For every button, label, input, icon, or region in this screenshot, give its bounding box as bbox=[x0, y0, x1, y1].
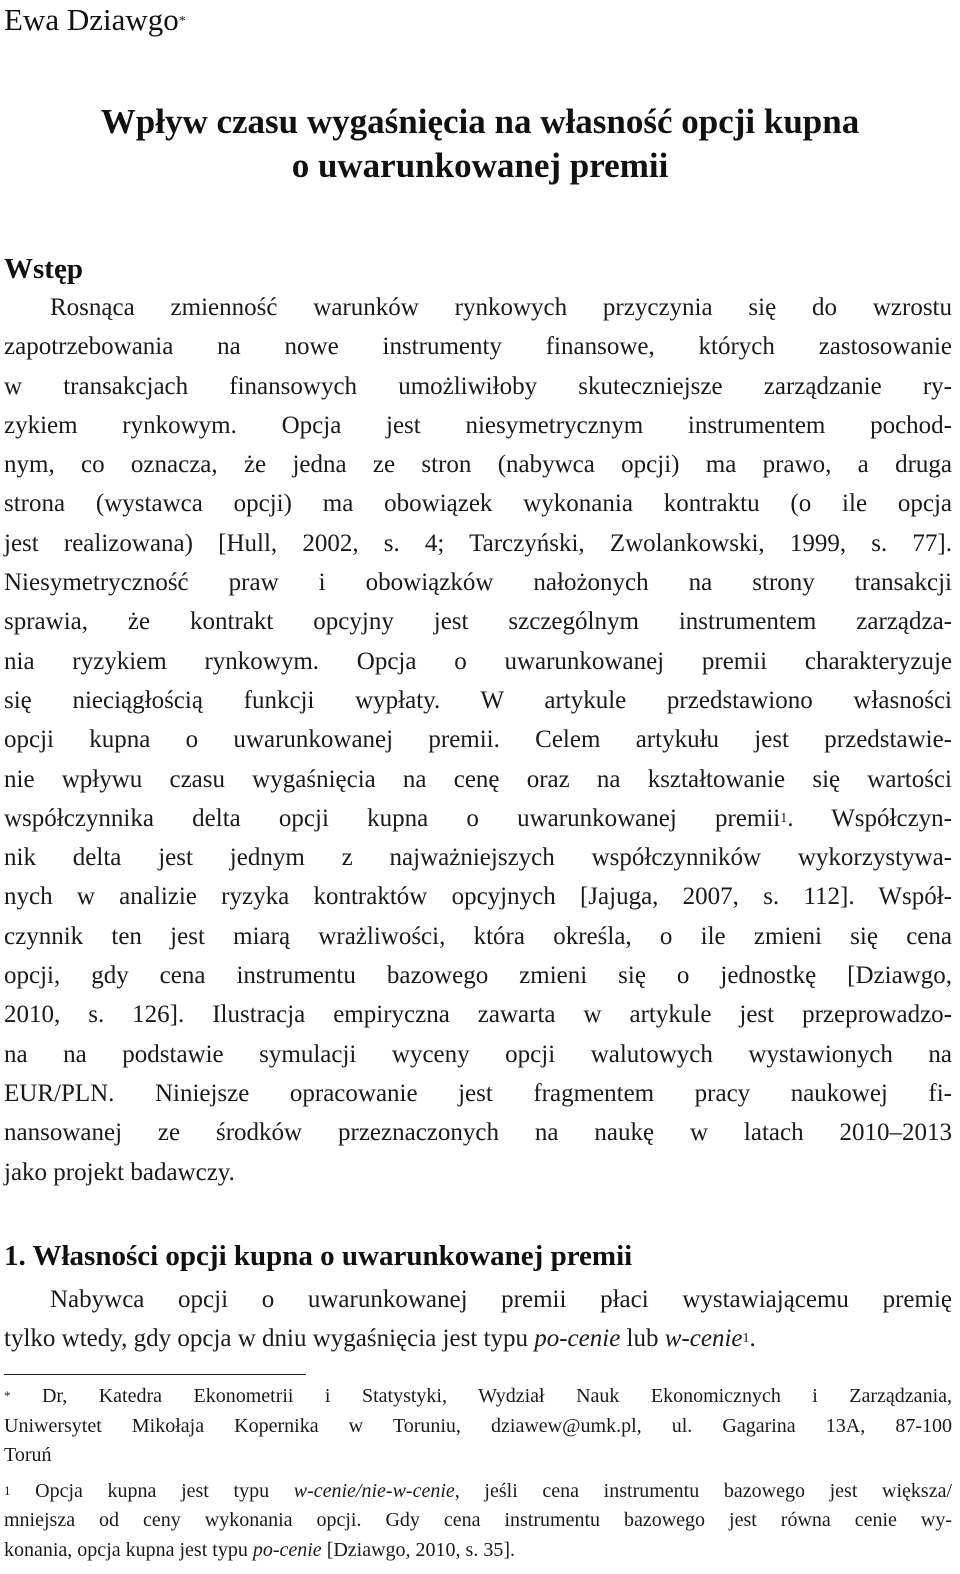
intro-line: się nieciągłością funkcji wypłaty. W artykule przedstawiono własności bbox=[4, 686, 952, 714]
section-1-line-text: . bbox=[749, 1325, 756, 1353]
section-1-line-text: lub bbox=[620, 1325, 665, 1353]
footnote-1-text: Opcja kupna jest typu bbox=[10, 1479, 294, 1502]
intro-line: nie wpływu czasu wygaśnięcia na cenę oraz na kształtowanie się wartości bbox=[4, 765, 952, 793]
intro-line-text: . Współczyn- bbox=[787, 804, 952, 832]
paper-title-line-1: Wpływ czasu wygaśnięcia na własność opcji kupna bbox=[100, 102, 860, 141]
intro-heading: Wstęp bbox=[4, 253, 83, 285]
intro-line: jest realizowana) [Hull, 2002, s. 4; Tarczyński, Zwolankowski, 1999, s. 77]. bbox=[4, 529, 952, 557]
intro-line: na na podstawie symulacji wyceny opcji walutowych wystawionych na bbox=[4, 1040, 952, 1068]
footnote-1-line bbox=[4, 1536, 952, 1566]
author-name bbox=[4, 0, 186, 40]
author-footnote-mark: * bbox=[178, 14, 186, 29]
paper-title-line-2: o uwarunkowanej premii bbox=[291, 146, 669, 185]
section-1-line-with-footnote bbox=[4, 1319, 952, 1358]
paper-title bbox=[0, 100, 960, 188]
footnote-1-term: po-cenie bbox=[252, 1538, 322, 1561]
footnote-1-term: w-cenie/nie-w-cenie bbox=[293, 1479, 455, 1502]
footnote-1-text: [Dziawgo, 2010, s. 35]. bbox=[321, 1538, 515, 1561]
intro-line: opcji, gdy cena instrumentu bazowego zmieni się o jednostkę [Dziawgo, bbox=[4, 962, 952, 990]
intro-line: czynnik ten jest miarą wrażliwości, która określa, o ile zmieni się cena bbox=[4, 922, 952, 950]
section-1-paragraph bbox=[4, 1280, 952, 1359]
term-w-cenie: w-cenie bbox=[664, 1325, 743, 1353]
section-1-line: Nabywca opcji o uwarunkowanej premii płaci wystawiającemu premię bbox=[50, 1286, 952, 1313]
section-1-line-text: tylko wtedy, gdy opcja w dniu wygaśnięcia jest typu bbox=[4, 1325, 535, 1353]
footnote-1-line: mniejsza od ceny wykonania opcji. Gdy cena instrumentu bazowego jest równa cenie wy- bbox=[4, 1509, 952, 1531]
intro-line-with-footnote bbox=[4, 799, 952, 838]
intro-paragraph bbox=[4, 288, 952, 1192]
footnote-star-mark: * bbox=[4, 1388, 11, 1403]
intro-line: Rosnąca zmienność warunków rynkowych przyczynia się do wzrostu bbox=[50, 294, 952, 321]
intro-line: nia ryzykiem rynkowym. Opcja o uwarunkowanej premii charakteryzuje bbox=[4, 647, 952, 675]
intro-line: nik delta jest jednym z najważniejszych współczynników wykorzystywa- bbox=[4, 844, 952, 872]
intro-line-text: współczynnika delta opcji kupna o uwarunkowanej premii bbox=[4, 804, 781, 832]
section-1-heading: 1. Własności opcji kupna o uwarunkowanej premii bbox=[4, 1240, 633, 1272]
intro-line: nych w analizie ryzyka kontraktów opcyjnych [Jajuga, 2007, s. 112]. Współ- bbox=[4, 883, 952, 911]
author-name-text: Ewa Dziawgo bbox=[4, 2, 179, 37]
intro-line: EUR/PLN. Niniejsze opracowanie jest fragmentem pracy naukowej fi- bbox=[4, 1079, 952, 1107]
intro-line: 2010, s. 126]. Ilustracja empiryczna zawarta w artykule jest przeprowadzo- bbox=[4, 1001, 952, 1029]
intro-line: jako projekt badawczy. bbox=[4, 1158, 235, 1186]
footnote-divider bbox=[4, 1374, 306, 1375]
intro-line: sprawia, że kontrakt opcyjny jest szczególnym instrumentem zarządza- bbox=[4, 608, 952, 636]
intro-line: zapotrzebowania na nowe instrumenty finansowe, których zastosowanie bbox=[4, 333, 952, 361]
footnote-1-text: , jeśli cena instrumentu bazowego jest większa/ bbox=[454, 1479, 953, 1502]
footnote-star-line: Toruń bbox=[4, 1444, 52, 1466]
footnote-1-mark: 1 bbox=[4, 1482, 11, 1498]
intro-line: Niesymetryczność praw i obowiązków nałożonych na strony transakcji bbox=[4, 569, 952, 597]
footnote-1-line bbox=[4, 1477, 952, 1507]
footnotes bbox=[4, 1382, 952, 1565]
footnote-star-line: Uniwersytet Mikołaja Kopernika w Toruniu, dziawew@umk.pl, ul. Gagarina 13A, 87-100 bbox=[4, 1414, 952, 1437]
footnote-ref-1[interactable]: 1 bbox=[742, 1331, 750, 1347]
intro-line: strona (wystawca opcji) ma obowiązek wykonania kontraktu (o ile opcja bbox=[4, 490, 952, 518]
intro-line: w transakcjach finansowych umożliwiłoby skuteczniejsze zarządzanie ry- bbox=[4, 372, 952, 400]
intro-line: nym, co oznacza, że jedna ze stron (nabywca opcji) ma prawo, a druga bbox=[4, 451, 952, 479]
footnote-1-text: konania, opcja kupna jest typu bbox=[4, 1538, 253, 1561]
footnote-star-text: Dr, Katedra Ekonometrii i Statystyki, Wydział Nauk Ekonomicznych i Zarządzania, bbox=[10, 1385, 952, 1407]
intro-line: zykiem rynkowym. Opcja jest niesymetrycznym instrumentem pochod- bbox=[4, 411, 952, 439]
footnote-star-line bbox=[4, 1382, 952, 1412]
intro-line: opcji kupna o uwarunkowanej premii. Celem artykułu jest przedstawie- bbox=[4, 726, 952, 754]
footnote-ref-1[interactable]: 1 bbox=[780, 810, 788, 826]
term-po-cenie: po-cenie bbox=[534, 1325, 621, 1353]
intro-line: nansowanej ze środków przeznaczonych na naukę w latach 2010–2013 bbox=[4, 1119, 952, 1147]
